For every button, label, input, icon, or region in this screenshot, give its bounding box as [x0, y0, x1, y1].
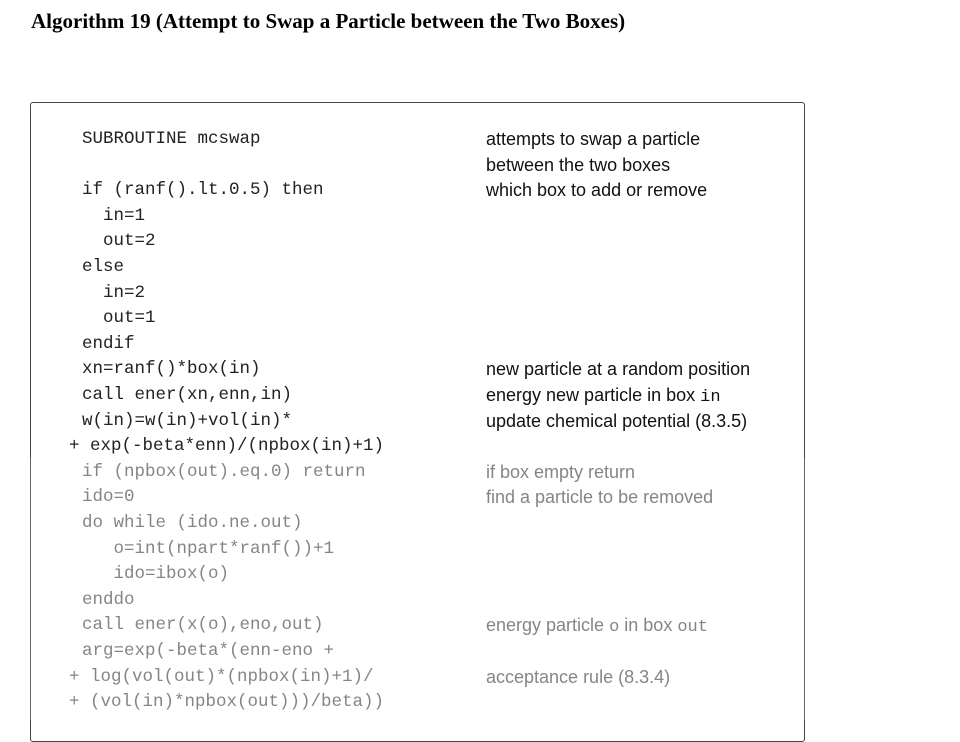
code-text: in=1 — [82, 205, 146, 226]
code-text: in=2 — [82, 282, 146, 303]
code-line — [0, 178, 960, 203]
code-line — [0, 409, 960, 434]
code-text: o=int(npart*ranf())+1 — [82, 538, 335, 559]
code-line — [0, 306, 960, 331]
code-text: arg=exp(-beta*(enn-eno + — [82, 641, 335, 661]
code-comment: energy new particle in box in — [486, 385, 721, 407]
code-line — [0, 383, 960, 408]
code-text: out=2 — [82, 231, 156, 252]
code-text: + exp(-beta*enn)/(npbox(in)+1) — [69, 436, 385, 457]
code-comment: which box to add or remove — [486, 180, 708, 201]
code-text: w(in)=w(in)+vol(in)* — [82, 410, 293, 431]
code-line — [0, 332, 960, 357]
code-line — [0, 204, 960, 229]
code-line — [0, 690, 960, 715]
code-text: if (ranf().lt.0.5) then — [82, 180, 324, 201]
code-line — [0, 613, 960, 638]
code-line — [0, 562, 960, 587]
code-line — [0, 588, 960, 613]
code-text: endif — [82, 333, 135, 354]
code-line — [0, 281, 960, 306]
code-line — [0, 460, 960, 485]
code-text: call ener(x(o),eno,out) — [82, 615, 324, 636]
code-comment: update chemical potential (8.3.5) — [486, 410, 748, 431]
code-line — [0, 434, 960, 459]
code-line — [0, 485, 960, 510]
algorithm-title: Algorithm 19 (Attempt to Swap a Particle between the Two Boxes) — [31, 9, 626, 33]
code-text: + log(vol(out)*(npbox(in)+1)/ — [69, 666, 374, 687]
code-text: else — [82, 257, 125, 277]
code-text: if (npbox(out).eq.0) return — [82, 461, 366, 482]
code-line — [0, 229, 960, 254]
code-comment: energy particle o in box out — [486, 615, 708, 638]
code-line — [0, 639, 960, 664]
code-text: out=1 — [82, 308, 156, 329]
code-line — [0, 357, 960, 382]
code-text: call ener(xn,enn,in) — [82, 385, 293, 405]
code-line — [0, 665, 960, 690]
code-comment: attempts to swap a particle — [486, 129, 701, 149]
code-comment: new particle at a random position — [486, 359, 751, 380]
code-line — [0, 255, 960, 280]
code-text: do while (ido.ne.out) — [82, 513, 303, 533]
code-line — [0, 127, 960, 152]
code-text: ido=ibox(o) — [82, 564, 230, 585]
code-text: xn=ranf()*box(in) — [82, 359, 261, 380]
code-text: + (vol(in)*npbox(out)))/beta)) — [69, 692, 385, 713]
code-line — [0, 537, 960, 562]
code-text: SUBROUTINE mcswap — [82, 129, 261, 149]
code-line — [0, 153, 960, 178]
code-text: enddo — [82, 589, 135, 610]
code-text: ido=0 — [82, 487, 135, 508]
code-line — [0, 511, 960, 536]
code-comment: acceptance rule (8.3.4) — [486, 666, 671, 687]
code-comment: find a particle to be removed — [486, 487, 714, 508]
code-comment: if box empty return — [486, 461, 636, 482]
code-comment: between the two boxes — [486, 154, 671, 175]
